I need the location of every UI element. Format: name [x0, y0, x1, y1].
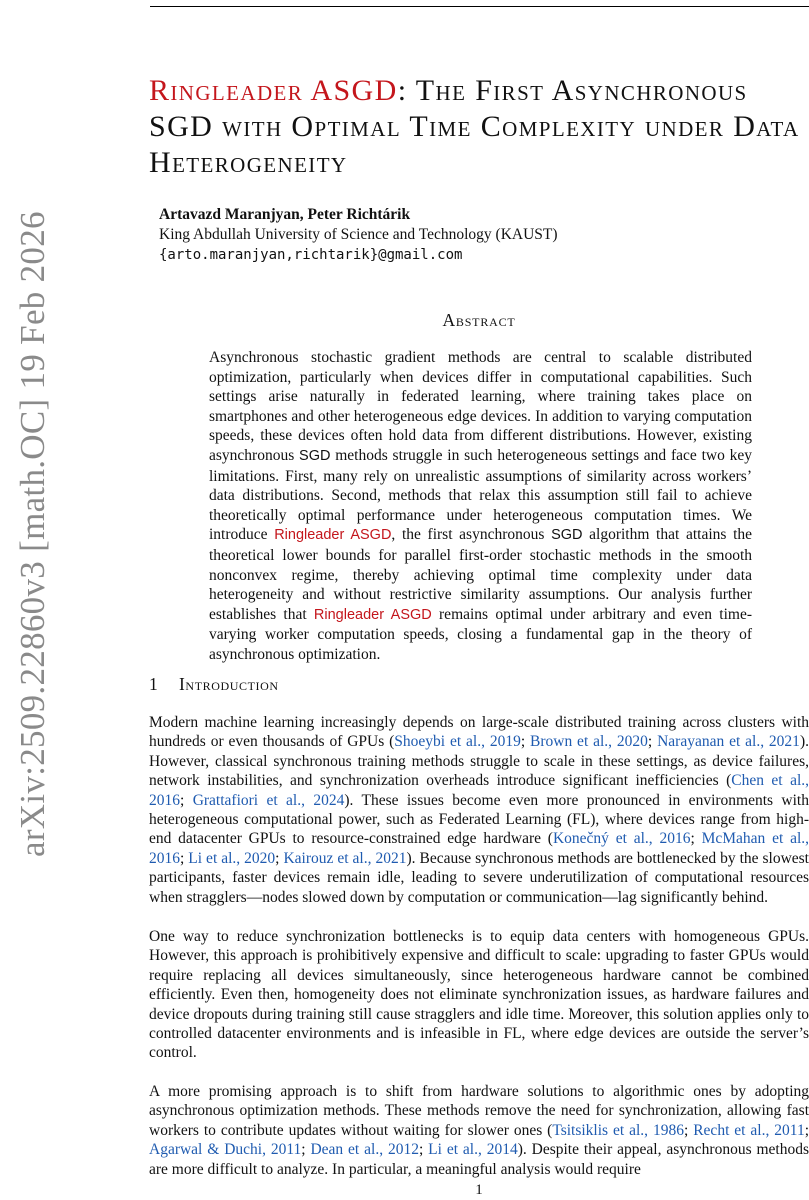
paragraph-text: Modern machine learning increasingly depends on large-scale distributed training across clusters with hundreds or even thousands of GPUs ( [149, 714, 809, 751]
citation-link[interactable]: Li et al., 2020 [188, 849, 276, 867]
paragraph-text: ). However, classical synchronous training methods struggle to scale in these settings, as device failures, network instabilities, and synchronization overheads introduce significant inefficiencies ( [149, 733, 809, 790]
method-name: Ringleader ASGD [274, 527, 392, 544]
separator: ; [683, 1121, 694, 1139]
method-name: Ringleader ASGD [313, 606, 432, 623]
abstract-body [209, 348, 752, 665]
separator: ; [301, 1141, 311, 1159]
paragraph-text: ). These issues become even more pronounced in environments with heterogeneous computational power, such as Federated Learning (FL), where devices range from high-end datacenter GPUs to resource-constrained edge hardware ( [149, 791, 809, 848]
page-number: 1 [475, 1182, 483, 1198]
intro-paragraph-3 [149, 1082, 809, 1179]
separator: ; [647, 733, 658, 751]
title-rest: : The First Asynchronous SGD with Optimal Time Complexity under Data Heterogeneity [149, 74, 800, 179]
paper-title [149, 73, 809, 181]
separator: ; [180, 849, 189, 867]
citation-link[interactable]: Tsitsiklis et al., 1986 [552, 1121, 684, 1139]
separator: ; [520, 733, 530, 751]
abstract-text: , the first asynchronous [391, 526, 552, 544]
separator: ; [418, 1141, 429, 1159]
citation-link[interactable]: Agarwal & Duchi, 2011 [149, 1141, 302, 1159]
sgd-term: SGD [299, 447, 331, 464]
citation-link[interactable]: Shoeybi et al., 2019 [394, 733, 521, 751]
title-method-name: Ringleader ASGD [149, 74, 398, 107]
abstract-text: remains optimal under arbitrary and even time-varying worker computation speeds, closing a fundamental gap in the theory of asynchronous optimization. [209, 605, 752, 663]
citation-link[interactable]: Li et al., 2014 [428, 1141, 518, 1159]
citation-link[interactable]: Chen et al., 2016 [149, 772, 809, 809]
citation-link[interactable]: Recht et al., 2011 [693, 1121, 805, 1139]
author-block [159, 205, 799, 265]
abstract-text: methods struggle in such heterogeneous settings and face two key limitations. First, many rely on unrealistic assumptions of similarity across workers’ data distributions. Second, methods that relax this assumption still fail to achieve theoretically optimal performance under heterogeneous computation times. We introduce [209, 446, 752, 544]
separator: ; [690, 830, 702, 848]
citation-link[interactable]: McMahan et al., 2016 [149, 830, 809, 867]
citation-link[interactable]: Dean et al., 2012 [310, 1141, 419, 1159]
author-names: Artavazd Maranjyan, Peter Richtárik [159, 206, 411, 223]
sgd-term: SGD [551, 527, 583, 544]
citation-link[interactable]: Brown et al., 2020 [530, 733, 648, 751]
citation-link[interactable]: Konečný et al., 2016 [552, 830, 691, 848]
abstract-text: algorithm that attains the theoretical lower bounds for parallel first-order stochastic methods in the smooth nonconvex regime, thereby achieving optimal time complexity under data heterogeneity and without restrictive similarity assumptions. Our analysis further establishes that [209, 526, 753, 623]
citation-link[interactable]: Grattafiori et al., 2024 [192, 791, 345, 809]
separator: ; [180, 791, 193, 809]
paragraph-text: ). Because synchronous methods are bottlenecked by the slowest participants, faster devices remain idle, leading to severe underutilization of computational resources when stragglers—nodes slowed down by computation or communication—lag significantly behind. [149, 849, 809, 906]
separator: ; [275, 849, 284, 867]
separator: ; [804, 1121, 809, 1139]
abstract-text: Asynchronous stochastic gradient methods are central to scalable distributed optimization, particularly when devices differ in computational capabilities. Such settings arise naturally in federated learning, where training takes place on smartphones and other heterogeneous edge devices. In addition to varying computation speeds, these devices often hold data from different distributions. However, existing asynchronous [209, 349, 752, 464]
section-title: Introduction [179, 674, 279, 694]
intro-paragraph-1 [149, 713, 809, 907]
section-number: 1 [149, 674, 159, 694]
paragraph-text: ). Despite their appeal, asynchronous methods are more difficult to analyze. In particular, a meaningful analysis would require [149, 1141, 809, 1178]
section-heading [149, 674, 279, 695]
paragraph-text: A more promising approach is to shift from hardware solutions to algorithmic ones by adopting asynchronous optimization methods. These methods remove the need for synchronization, allowing fast workers to contribute updates without waiting for slower ones ( [149, 1083, 809, 1139]
citation-link[interactable]: Kairouz et al., 2021 [283, 849, 407, 867]
top-rule [150, 6, 809, 7]
citation-link[interactable]: Narayanan et al., 2021 [657, 733, 800, 751]
author-affiliation: King Abdullah University of Science and Technology (KAUST) [159, 226, 558, 243]
abstract-heading: Abstract [442, 310, 516, 330]
intro-paragraph-2: One way to reduce synchronization bottlenecks is to equip data centers with homogeneous GPUs. However, this approach is prohibitively expensive and difficult to scale: upgrading to faster GPUs would require replacing all devices simultaneously, since heterogeneous hardware cannot be combined efficiently. Even then, homogeneity does not eliminate synchronization issues, as hardware failures and device dropouts during training still cause stragglers and idle time. Moreover, this solution applies only to controlled datacenter environments and is infeasible in FL, where edge devices are outside the server’s control. [149, 928, 809, 1062]
author-email: {arto.maranjyan,richtarik}@gmail.com [159, 247, 463, 263]
arxiv-side-stamp: arXiv:2509.22860v3 [math.OC] 19 Feb 2026 [13, 211, 52, 857]
